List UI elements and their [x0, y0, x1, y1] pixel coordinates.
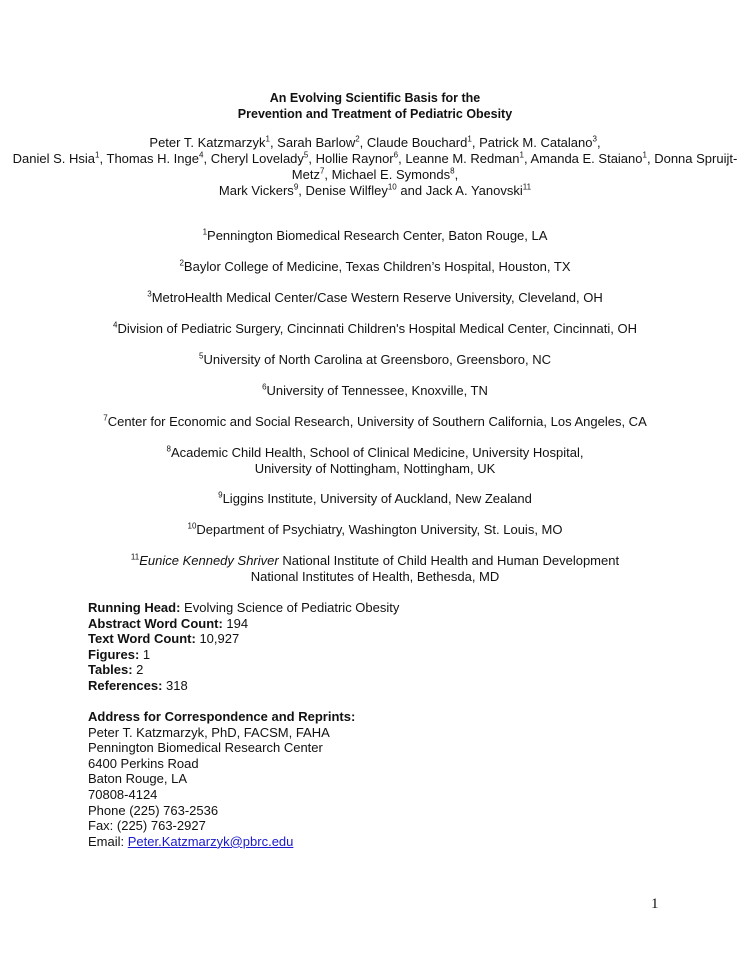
page-number: 1 — [651, 896, 659, 912]
author: Daniel S. Hsia — [12, 151, 96, 166]
correspondence-line: Pennington Biomedical Research Center — [88, 740, 323, 756]
author: Patrick M. Catalano — [479, 135, 593, 150]
title-line-2: Prevention and Treatment of Pediatric Obesity — [237, 107, 513, 121]
author: Claude Bouchard — [366, 135, 468, 150]
correspondence-line: 70808-4124 — [88, 786, 158, 802]
author: Michael E. Symonds — [331, 167, 451, 182]
author-line-2: Daniel S. Hsia$^1$, Thomas H. Inge$^4$, Cheryl Lovelady$^5$, Hollie Raynor$^6$, Leanne M. Redman$^1$, Amanda E. Staiano$^1$, Donna Spruijt-Metz$^7$, Michael E. Symonds$^8$, — [12, 150, 738, 182]
affiliation-3: $^3$MetroHealth Medical Center/Case Western Reserve University, Cleveland, OH — [147, 289, 603, 305]
author: Cheryl Lovelady — [210, 151, 304, 166]
affiliation-9: $^9$Liggins Institute, University of Auckland, New Zealand — [218, 490, 532, 506]
correspondence-line: Phone (225) 763-2536 — [88, 802, 219, 818]
affiliation-8: $^8$Academic Child Health, School of Clinical Medicine, University Hospital, University of Nottingham, Nottingham, UK — [166, 444, 584, 476]
affiliation-6: $^6$University of Tennessee, Knoxville, TN — [262, 382, 488, 398]
author: Thomas H. Inge — [106, 151, 199, 166]
affiliation-2: $^2$Baylor College of Medicine, Texas Children’s Hospital, Houston, TX — [179, 258, 571, 274]
correspondence-heading: Address for Correspondence and Reprints: — [88, 709, 356, 724]
affiliation-1: $^1$Pennington Biomedical Research Center, Baton Rouge, LA — [202, 227, 548, 243]
correspondence-line: Peter T. Katzmarzyk, PhD, FACSM, FAHA — [88, 724, 330, 740]
author: Jack A. Yanovski — [425, 183, 523, 198]
affiliation-4: $^4$Division of Pediatric Surgery, Cincinnati Children's Hospital Medical Center, Cincinnati, OH — [112, 320, 638, 336]
abstract-word-count: Abstract Word Count: 194 — [88, 615, 249, 631]
author: Leanne M. Redman — [405, 151, 520, 166]
author: Peter T. Katzmarzyk — [149, 135, 266, 150]
author: Donna Spruijt-Metz — [291, 151, 738, 182]
author: Amanda E. Staiano — [530, 151, 643, 166]
author-line-3: Mark Vickers$^9$, Denise Wilfley$^{10}$ and Jack A. Yanovski$^{11}$ — [218, 182, 532, 198]
author-list — [0, 135, 750, 199]
affiliation-5: $^5$University of North Carolina at Greensboro, Greensboro, NC — [199, 351, 551, 367]
paper-title — [0, 90, 750, 122]
running-head: Running Head: Evolving Science of Pediatric Obesity — [88, 600, 400, 615]
author: Denise Wilfley — [305, 183, 388, 198]
correspondence-email: Email: Peter.Katzmarzyk@pbrc.edu — [88, 833, 294, 849]
references-count: References: 318 — [88, 677, 188, 693]
correspondence-line: Fax: (225) 763-2927 — [88, 818, 206, 834]
title-line-1: An Evolving Scientific Basis for the — [269, 91, 481, 105]
manuscript-metadata — [88, 600, 399, 694]
affiliation-11: $^{11}$Eunice Kennedy Shriver National Institute of Child Health and Human Development National Institutes of Health, Bethesda, MD — [130, 552, 620, 584]
text-word-count: Text Word Count: 10,927 — [88, 631, 240, 647]
affiliation-10: $^{10}$Department of Psychiatry, Washington University, St. Louis, MO — [187, 521, 563, 537]
author: Hollie Raynor — [315, 151, 394, 166]
email-link[interactable]: Peter.Katzmarzyk@pbrc.edu — [127, 833, 294, 849]
correspondence-line: 6400 Perkins Road — [88, 755, 199, 771]
author: Sarah Barlow — [277, 135, 356, 150]
author: Mark Vickers — [218, 183, 294, 198]
author-line-1: Peter T. Katzmarzyk$^1$, Sarah Barlow$^2$, Claude Bouchard$^1$, Patrick M. Catalano$^3$, — [149, 134, 601, 150]
figures-count: Figures: 1 — [88, 646, 151, 662]
affiliation-7: $^7$Center for Economic and Social Research, University of Southern California, Los Angeles, CA — [103, 413, 647, 429]
tables-count: Tables: 2 — [88, 662, 144, 678]
correspondence-block — [88, 709, 355, 849]
correspondence-line: Baton Rouge, LA — [88, 771, 188, 787]
